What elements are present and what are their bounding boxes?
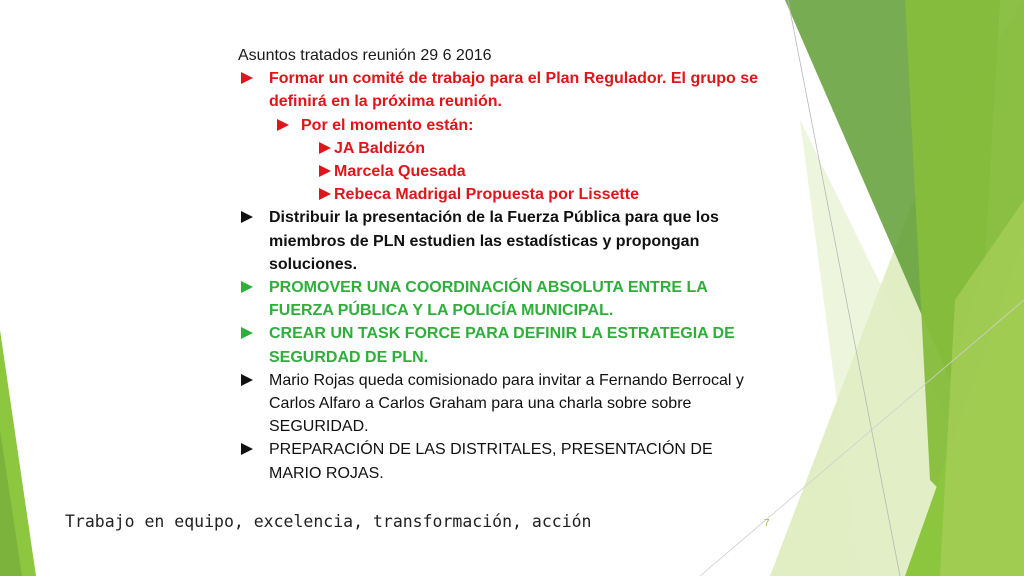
meeting-heading: Asuntos tratados reunión 29 6 2016 <box>238 47 492 64</box>
triangle-right-icon <box>241 211 253 223</box>
triangle-right-icon <box>319 142 331 154</box>
list-item <box>238 369 768 439</box>
page-number: 7 <box>764 518 770 529</box>
triangle-right-icon <box>241 72 253 84</box>
list-item-text: Formar un comité de trabajo para el Plan Regulador. El grupo se definirá en la próxima reunión. <box>269 70 758 111</box>
triangle-right-icon <box>241 327 253 339</box>
list-item <box>238 160 768 183</box>
list-item <box>238 67 768 113</box>
list-item <box>238 183 768 206</box>
list-item <box>238 438 768 484</box>
list-item-text: JA Baldizón <box>334 139 425 157</box>
list-item-text: CREAR UN TASK FORCE PARA DEFINIR LA ESTRATEGIA DE SEGURDAD DE PLN. <box>269 325 735 366</box>
list-item <box>238 276 768 322</box>
list-item-text: Marcela Quesada <box>334 163 466 181</box>
list-item-text: PROMOVER UNA COORDINACIÓN ABSOLUTA ENTRE LA FUERZA PÚBLICA Y LA POLICÍA MUNICIPAL. <box>269 279 708 320</box>
slide-body <box>238 44 768 485</box>
list-item <box>238 206 768 276</box>
triangle-right-icon <box>241 374 253 386</box>
list-item-text: Rebeca Madrigal Propuesta por Lissette <box>334 186 639 204</box>
triangle-right-icon <box>277 119 289 131</box>
agenda-list <box>238 67 768 485</box>
list-item <box>238 322 768 368</box>
triangle-right-icon <box>319 188 331 200</box>
list-item-text: PREPARACIÓN DE LAS DISTRITALES, PRESENTACIÓN DE MARIO ROJAS. <box>269 441 713 482</box>
triangle-right-icon <box>319 165 331 177</box>
list-item-text: Por el momento están: <box>301 116 474 134</box>
triangle-right-icon <box>241 443 253 455</box>
footer-motto: Trabajo en equipo, excelencia, transformación, acción <box>65 512 592 531</box>
list-item-text: Mario Rojas queda comisionado para invitar a Fernando Berrocal y Carlos Alfaro a Carlos Graham para una charla sobre sobre SEGURIDAD. <box>269 371 744 436</box>
list-item-text: Distribuir la presentación de la Fuerza Pública para que los miembros de PLN estudien las estadísticas y propongan soluciones. <box>269 209 719 273</box>
list-item <box>238 114 768 137</box>
list-item <box>238 137 768 160</box>
triangle-right-icon <box>241 281 253 293</box>
